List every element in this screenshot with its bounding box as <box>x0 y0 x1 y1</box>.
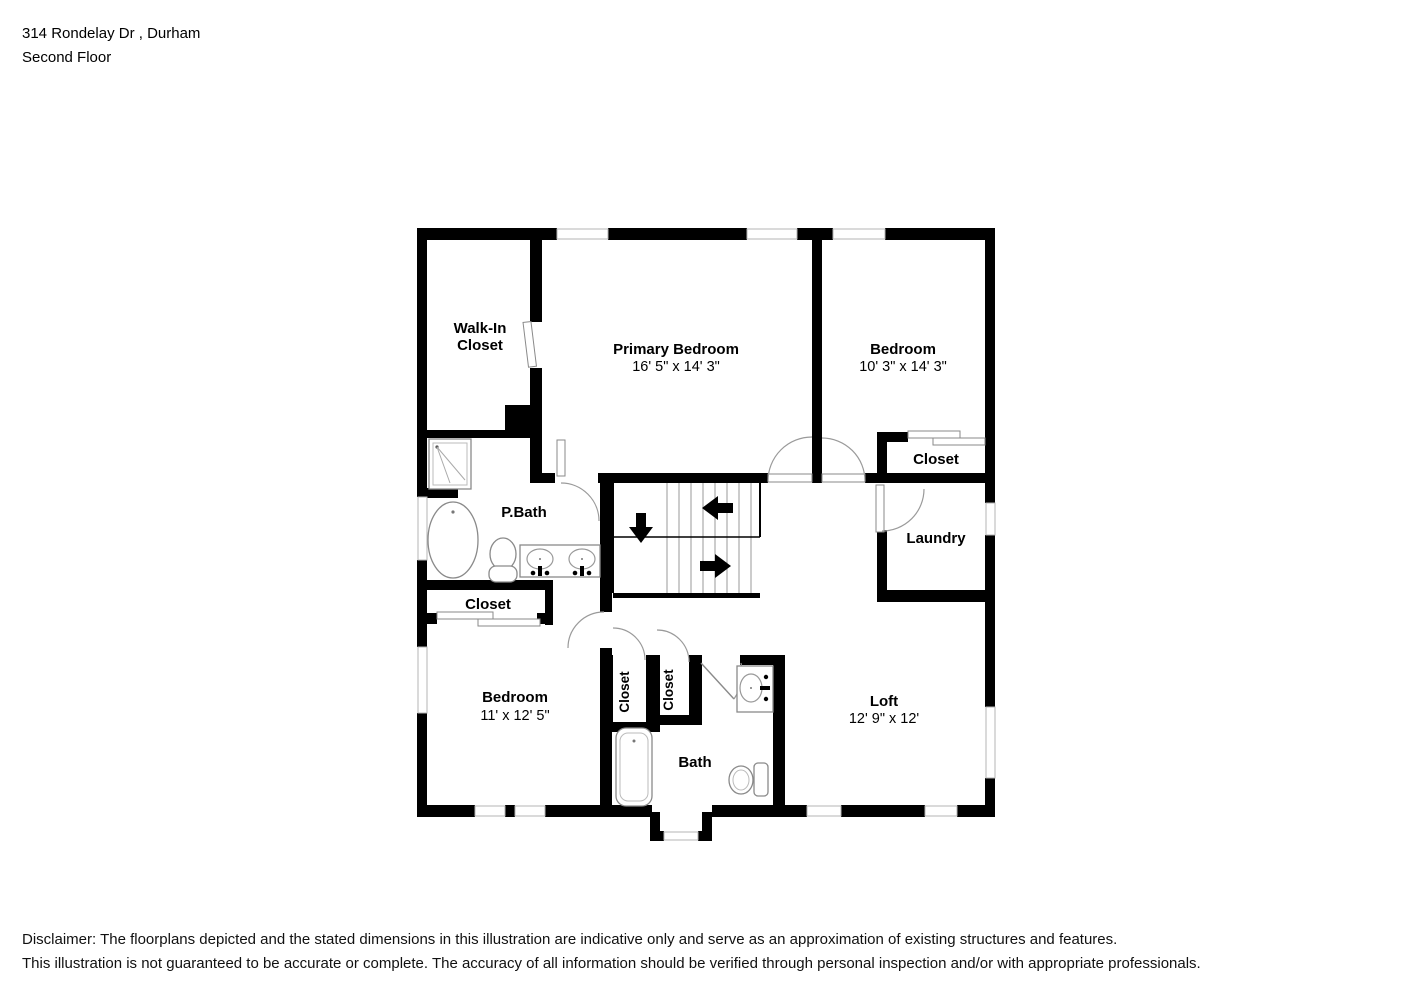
window <box>418 497 427 560</box>
wall <box>985 240 995 503</box>
toilet-tank <box>754 763 768 796</box>
sink-drain <box>750 687 752 689</box>
window <box>664 832 698 840</box>
wall <box>773 655 785 805</box>
room-label-walk-in-closet: Walk-In <box>453 320 507 337</box>
wall <box>957 805 995 817</box>
room-label-closet-right: Closet <box>913 451 959 468</box>
window <box>475 806 505 816</box>
closet-b-door-arc <box>657 630 689 662</box>
window <box>557 229 608 239</box>
room-label-primary-bedroom: Primary Bedroom <box>613 341 739 358</box>
closet-right-sliding-door <box>933 438 985 445</box>
shower-stall <box>429 439 471 489</box>
wall <box>427 613 437 624</box>
wall <box>530 473 555 483</box>
wall <box>985 535 995 707</box>
wall <box>598 473 768 483</box>
closet-left-sliding-door <box>478 619 540 626</box>
room-label-loft: Loft <box>869 693 899 710</box>
bath-door-leaf <box>701 663 734 699</box>
disclaimer-line2: This illustration is not guaranteed to be accurate or complete. The accuracy of all information should be verified through personal inspection and/or with appropriate professionals. <box>22 955 1201 972</box>
room-dims-bedroom-bottom: 11' x 12' 5" <box>480 708 550 724</box>
wall <box>417 228 557 240</box>
wall <box>841 805 925 817</box>
tub-faucet <box>451 510 454 513</box>
wall <box>655 715 702 725</box>
laundry-door-arc <box>882 489 924 531</box>
wall <box>885 228 995 240</box>
wall <box>545 805 652 817</box>
room-label-pbath: P.Bath <box>501 504 547 521</box>
room-label-laundry: Laundry <box>906 530 966 547</box>
room-label-closet-hall-b: Closet <box>661 669 676 711</box>
toilet-bowl <box>490 538 516 570</box>
wall <box>689 655 702 725</box>
wall <box>417 560 427 647</box>
window <box>925 806 957 816</box>
room-label-closet-left: Closet <box>465 596 511 613</box>
arrow-right-icon <box>700 554 731 578</box>
wall <box>600 483 612 612</box>
closet-right-sliding-door <box>908 431 960 438</box>
closet-left-sliding-door <box>437 612 493 619</box>
arrow-left-icon <box>702 496 733 520</box>
toilet-tank <box>489 566 517 582</box>
vanity-double-sink <box>520 545 600 577</box>
sink <box>737 666 773 712</box>
wall <box>812 473 822 483</box>
sink-drain <box>581 558 583 560</box>
bathtub <box>616 728 652 806</box>
wall <box>417 580 553 590</box>
wall <box>417 805 475 817</box>
wall <box>530 240 542 322</box>
bedroom-door-threshold <box>822 474 865 482</box>
disclaimer <box>22 928 1201 976</box>
room-label-bath: Bath <box>678 754 712 771</box>
room-label-bedroom-bottom: Bedroom <box>482 689 548 706</box>
disclaimer-line1: Disclaimer: The floorplans depicted and the stated dimensions in this illustration are indicative only and serve as an approximation of existing structures and features. <box>22 931 1118 948</box>
wall <box>505 805 515 817</box>
closet-a-door-arc <box>613 628 645 660</box>
walk-in-closet-door <box>523 322 536 368</box>
window <box>418 647 427 713</box>
address-line: 314 Rondelay Dr , Durham <box>22 25 201 42</box>
wall <box>712 805 807 817</box>
room-dims-loft: 12' 9" x 12' <box>848 711 920 727</box>
wall <box>698 831 712 841</box>
sink-drain <box>539 558 541 560</box>
window <box>807 806 841 816</box>
window <box>515 806 545 816</box>
room-dims-primary-bedroom: 16' 5" x 14' 3" <box>632 359 720 375</box>
wall <box>607 655 613 732</box>
laundry-door-leaf <box>876 485 884 532</box>
bathtub-oval <box>428 502 478 578</box>
window <box>986 503 995 535</box>
shower <box>429 439 471 489</box>
tub-faucet <box>633 740 636 743</box>
wall <box>877 432 908 442</box>
room-dims-bedroom-top: 10' 3" x 14' 3" <box>859 359 947 375</box>
floor-line: Second Floor <box>22 49 112 66</box>
wall <box>505 405 542 438</box>
window <box>747 229 797 239</box>
wall <box>650 831 664 841</box>
staircase <box>613 483 760 598</box>
wall <box>417 713 427 817</box>
toilet-2 <box>729 763 768 796</box>
pbath-door-leaf <box>557 440 565 476</box>
room-label-walk-in-closet: Closet <box>457 337 503 354</box>
wall <box>797 228 833 240</box>
room-label-closet-hall-a: Closet <box>617 671 632 713</box>
wall <box>812 240 822 473</box>
window <box>833 229 885 239</box>
wall <box>417 240 427 497</box>
wall <box>530 438 542 473</box>
bedroom2-door-arc <box>568 612 604 648</box>
pbath-door-arc <box>561 483 599 521</box>
wall <box>877 590 995 602</box>
window <box>986 707 995 778</box>
wall <box>608 228 747 240</box>
wall <box>877 530 887 592</box>
toilet <box>489 538 517 582</box>
primary-bedroom-door-threshold <box>768 474 812 482</box>
room-label-bedroom-top: Bedroom <box>870 341 936 358</box>
wall <box>427 430 507 438</box>
stair-bottom-edge <box>613 593 760 598</box>
arrow-down-icon <box>629 513 653 543</box>
